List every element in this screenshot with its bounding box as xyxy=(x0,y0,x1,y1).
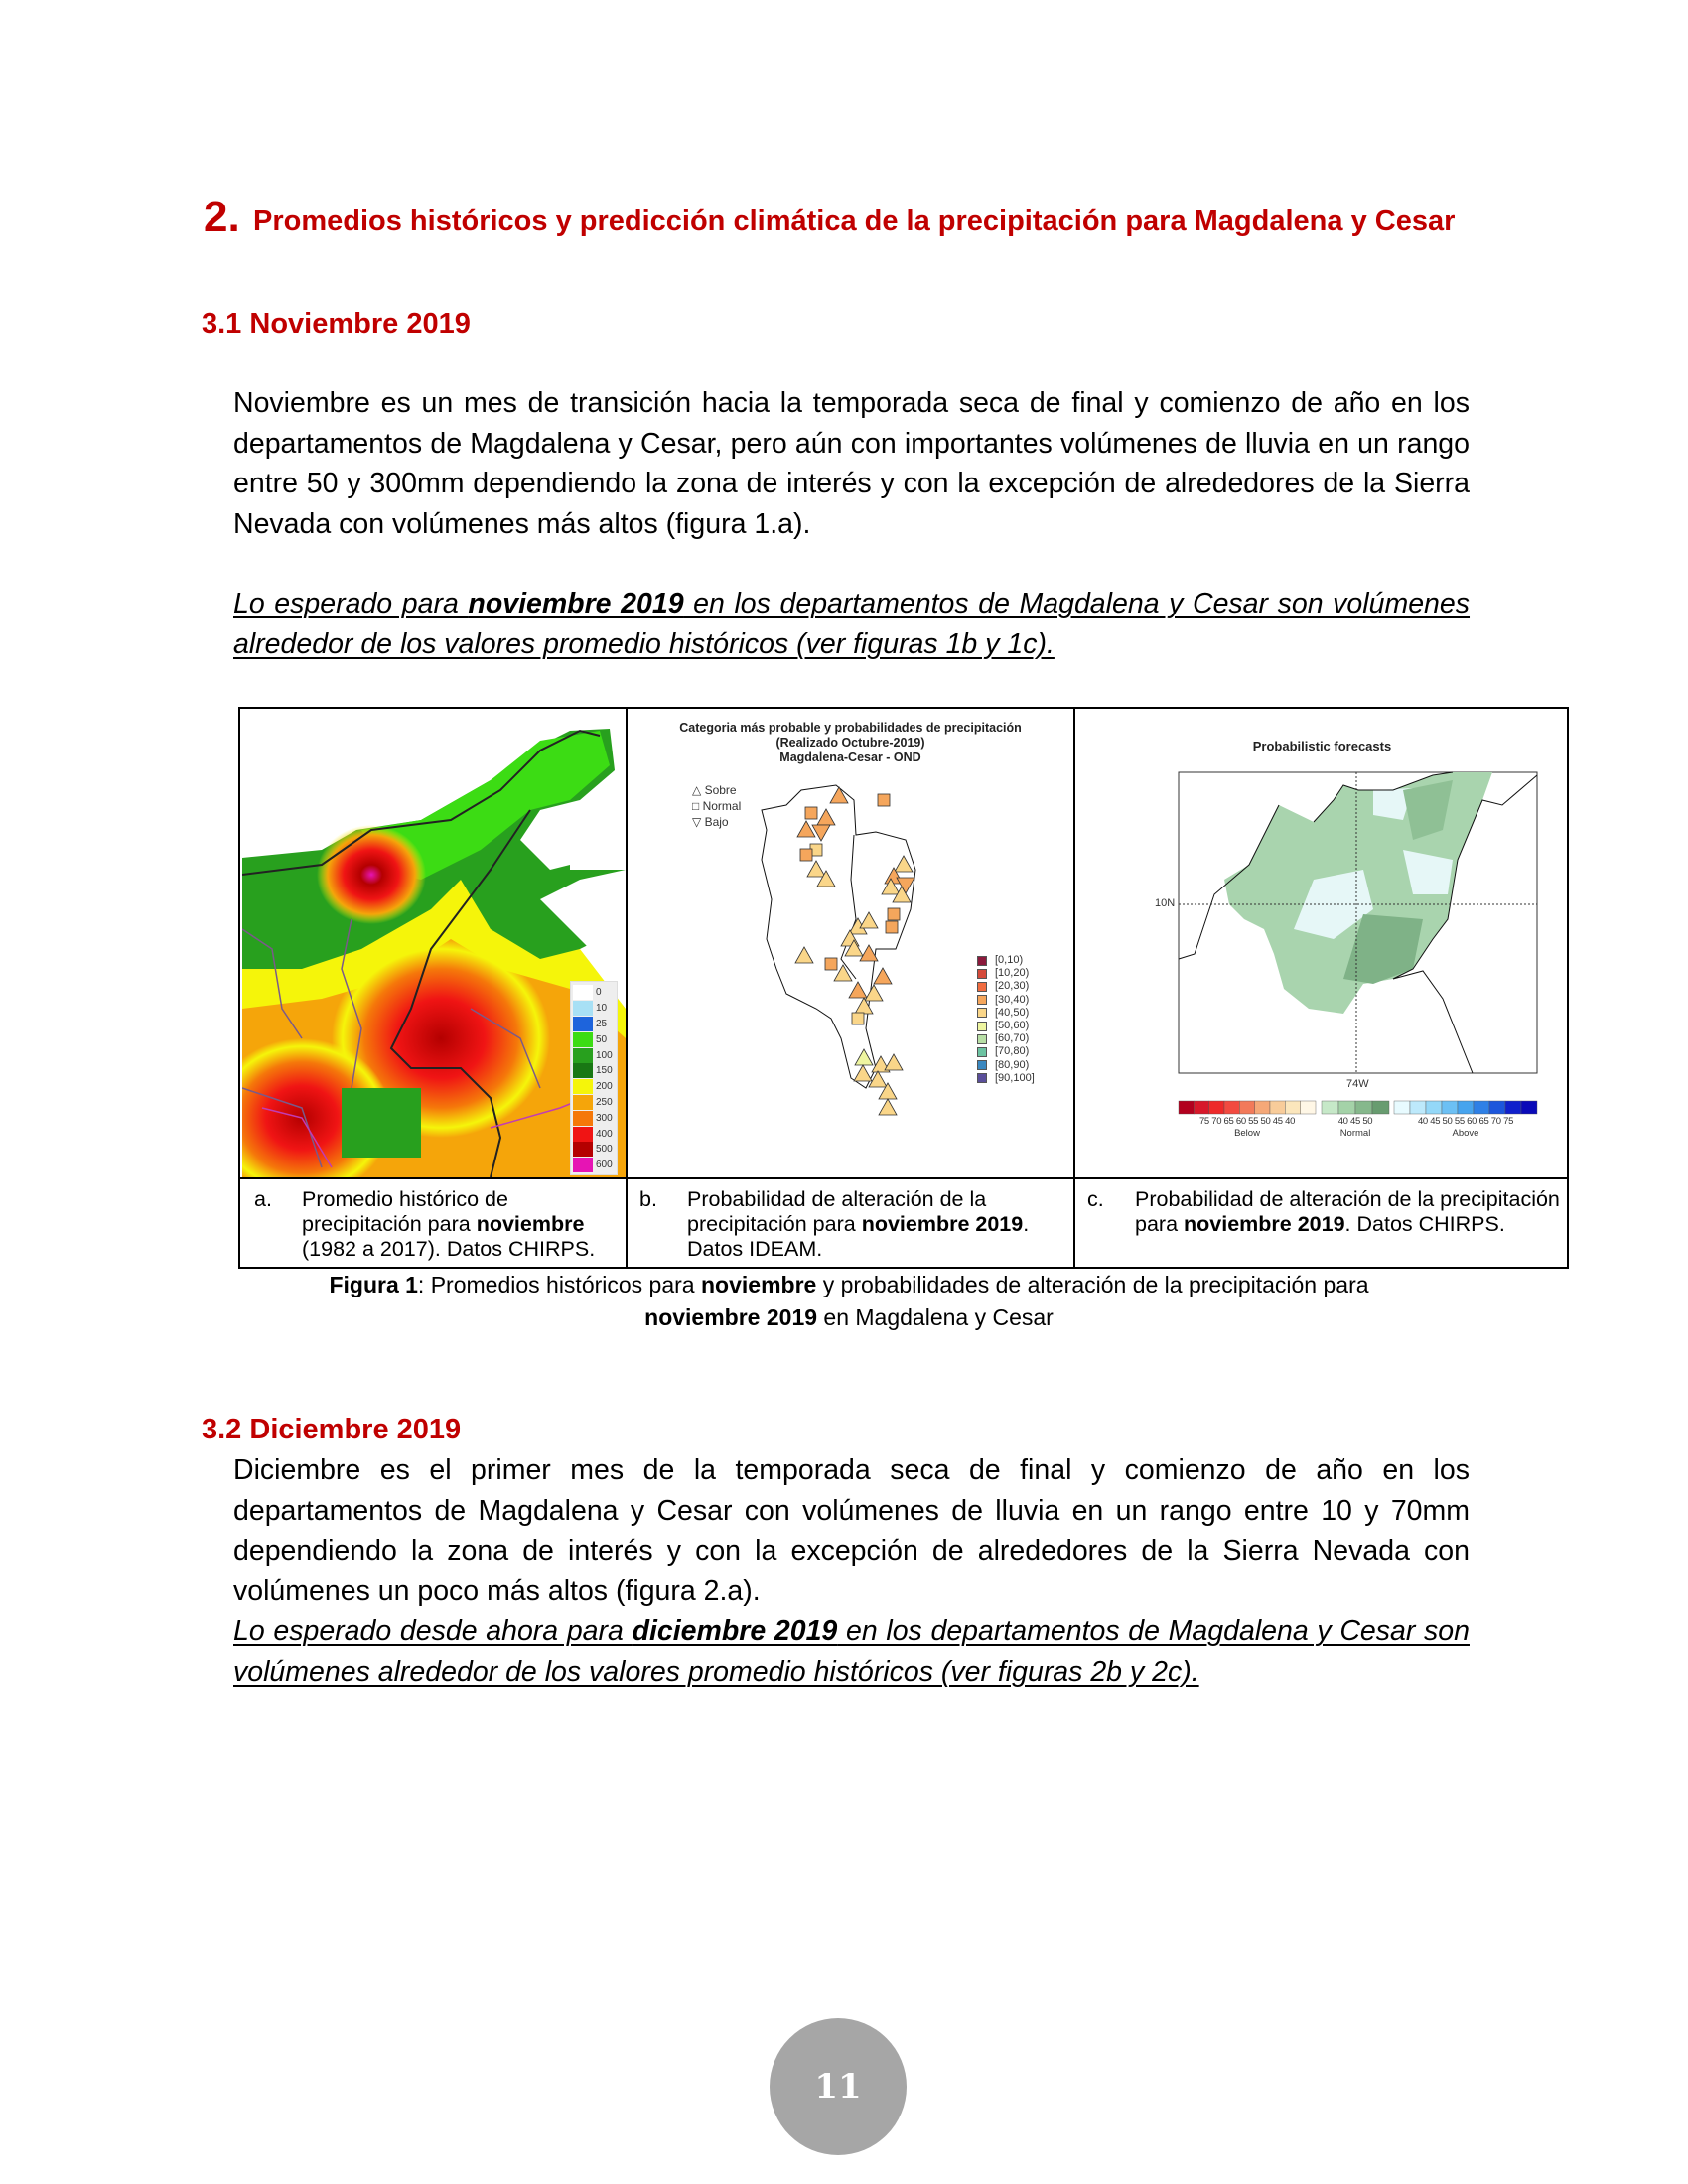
probability-legend xyxy=(977,954,1035,1085)
colorbar-swatch xyxy=(1322,1101,1338,1114)
legend-label: [0,10) xyxy=(995,954,1024,966)
caption-c xyxy=(1075,1179,1569,1267)
paragraph-noviembre xyxy=(233,383,1470,664)
symbol-label: Bajo xyxy=(704,815,729,829)
legend-value: 100 xyxy=(596,1049,613,1061)
caption-b xyxy=(628,1179,1073,1267)
expected-text: en los departamentos de Magdalena y Cesar son volúmenes alrededor de los valores promedio históricos (ver figuras 1b y 1c). xyxy=(233,588,1471,660)
legend-swatch xyxy=(573,1032,593,1047)
colorbar-swatch xyxy=(1194,1101,1208,1114)
precip-legend xyxy=(570,981,618,1175)
colorbar-swatch xyxy=(1394,1101,1410,1114)
expected-diciembre xyxy=(233,1611,1470,1692)
probability-legend-item xyxy=(977,1045,1035,1058)
forecast-colorbars xyxy=(1179,1101,1537,1114)
legend-swatch xyxy=(573,1063,593,1078)
legend-label: [10,20) xyxy=(995,967,1030,980)
panel-c-title: Probabilistic forecasts xyxy=(1252,739,1392,753)
legend-swatch xyxy=(573,1158,593,1172)
expected-bold: diciembre 2019 xyxy=(632,1615,838,1647)
legend-swatch xyxy=(573,1111,593,1126)
section-heading xyxy=(204,193,1494,241)
paragraph-text: Diciembre es el primer mes de la temporada seca de final y comienzo de año en los departamentos de Magdalena y Cesar con volúmenes de lluvia en un rango entre 10 y 70mm dependiendo la zona de interés y con la excepción de alrededores de la Sierra Nevada con volúmenes un poco más altos (figura 2.a). xyxy=(233,1454,1470,1607)
legend-value: 500 xyxy=(596,1144,613,1156)
colorbar-category-label: Normal xyxy=(1339,1128,1371,1139)
legend-swatch xyxy=(977,1034,987,1044)
probability-legend-item xyxy=(977,1007,1035,1020)
legend-swatch xyxy=(573,1095,593,1110)
precip-legend-item xyxy=(573,1110,615,1126)
caption-plain: Probabilidad de alteración de la precipitación para xyxy=(1135,1187,1560,1236)
triangle-up-icon: △ xyxy=(692,783,702,797)
colorbar-swatch xyxy=(1179,1101,1194,1114)
figure-1-caption xyxy=(278,1269,1420,1334)
station-normal-marker xyxy=(888,908,900,920)
station-normal-marker xyxy=(852,1013,864,1024)
latitude-label: 10N xyxy=(1155,897,1176,909)
colorbar-swatch xyxy=(1209,1101,1224,1114)
probability-legend-item xyxy=(977,1072,1035,1085)
expected-bold: noviembre 2019 xyxy=(468,588,684,619)
station-above-marker xyxy=(874,968,892,984)
colorbar-swatch xyxy=(1442,1101,1458,1114)
colorbar-category-label: Above xyxy=(1452,1128,1479,1139)
expected-text: Lo esperado para xyxy=(233,588,469,619)
panel-c-chirps-map xyxy=(1075,711,1569,1177)
caption-plain: (1982 a 2017). Datos CHIRPS. xyxy=(302,1237,596,1261)
page-number-badge xyxy=(770,2018,907,2155)
probability-legend-item xyxy=(977,954,1035,967)
colorbar-swatch xyxy=(1410,1101,1426,1114)
legend-value: 10 xyxy=(596,1003,608,1015)
square-icon: □ xyxy=(692,799,700,813)
legend-swatch xyxy=(573,985,593,1000)
probability-legend-item xyxy=(977,967,1035,980)
caption-text xyxy=(1135,1187,1561,1237)
precip-legend-item xyxy=(573,985,615,1001)
station-normal-marker xyxy=(878,794,890,806)
legend-label: [50,60) xyxy=(995,1020,1030,1032)
station-normal-marker xyxy=(825,958,837,970)
precip-legend-item xyxy=(573,1063,615,1079)
figure-label: Figura 1 xyxy=(329,1272,418,1297)
colorbar-swatch xyxy=(1270,1101,1285,1114)
colorbar-swatch xyxy=(1239,1101,1254,1114)
legend-value: 250 xyxy=(596,1096,613,1108)
legend-swatch xyxy=(977,1047,987,1057)
subsection-heading-diciembre: 3.2 Diciembre 2019 xyxy=(202,1414,462,1445)
precip-legend-item xyxy=(573,1142,615,1158)
precip-legend-list xyxy=(573,985,615,1173)
colorbar-swatch xyxy=(1505,1101,1521,1114)
legend-swatch xyxy=(573,1017,593,1031)
colorbar-swatch xyxy=(1521,1101,1537,1114)
colorbar-swatch xyxy=(1301,1101,1316,1114)
precip-map-svg xyxy=(242,711,626,1177)
legend-value: 600 xyxy=(596,1160,613,1171)
caption-a xyxy=(242,1179,626,1267)
legend-value: 200 xyxy=(596,1081,613,1093)
colorbar-swatch xyxy=(1372,1101,1389,1114)
colorbar-swatch xyxy=(1489,1101,1505,1114)
caption-text xyxy=(687,1187,1065,1262)
legend-value: 50 xyxy=(596,1033,608,1045)
caption-bold: noviembre 2019 xyxy=(861,1212,1024,1236)
legend-swatch xyxy=(573,1127,593,1142)
legend-swatch xyxy=(977,1060,987,1070)
legend-swatch xyxy=(977,995,987,1005)
panel-b-title-line: (Realizado Octubre-2019) xyxy=(775,736,925,750)
legend-swatch xyxy=(573,1079,593,1094)
caption-plain: . Datos CHIRPS. xyxy=(1344,1212,1505,1236)
caption-plain: Promedio histórico de precipitación para xyxy=(302,1187,508,1236)
colorbar-swatch xyxy=(1426,1101,1442,1114)
station-normal-marker xyxy=(800,849,812,861)
expected-noviembre xyxy=(233,584,1470,664)
paragraph-text: Noviembre es un mes de transición hacia la temporada seca de final y comienzo de año en los departamentos de Magdalena y Cesar, pero aún con importantes volúmenes de lluvia en un rango entre 50 y 300mm dependiendo la zona de interés y con la excepción de alrededores de la Sierra Nevada con volúmenes más altos (figura 1.a). xyxy=(233,387,1470,540)
colorbar-ticks: 40 45 50 55 60 65 70 75 xyxy=(1417,1116,1514,1127)
caption-bold: noviembre xyxy=(476,1212,585,1236)
station-map-svg xyxy=(628,711,1073,1177)
longitude-label: 74W xyxy=(1346,1078,1369,1090)
legend-value: 25 xyxy=(596,1018,608,1029)
legend-label: [70,80) xyxy=(995,1045,1030,1058)
station-normal-marker xyxy=(886,921,898,933)
colorbar-ticks: 75 70 65 60 55 50 45 40 xyxy=(1198,1116,1296,1127)
caption-plain: en Magdalena y Cesar xyxy=(817,1304,1054,1330)
colorbar-ticks: 40 45 50 xyxy=(1337,1116,1373,1127)
station-normal-marker xyxy=(805,807,817,819)
station-above-marker xyxy=(879,1099,897,1115)
precip-legend-item xyxy=(573,1158,615,1173)
probability-legend-item xyxy=(977,1059,1035,1072)
legend-swatch xyxy=(977,1073,987,1083)
colorbar-swatch xyxy=(1355,1101,1372,1114)
caption-letter: c. xyxy=(1087,1187,1104,1211)
paragraph-diciembre xyxy=(233,1450,1470,1692)
subsection-heading-noviembre: 3.1 Noviembre 2019 xyxy=(202,308,471,340)
precip-legend-item xyxy=(573,1047,615,1063)
legend-label: [20,30) xyxy=(995,980,1030,993)
legend-swatch xyxy=(573,1048,593,1063)
station-above-marker xyxy=(885,1054,903,1070)
caption-bold: noviembre 2019 xyxy=(644,1304,818,1330)
legend-swatch xyxy=(977,1022,987,1031)
precip-legend-item xyxy=(573,1095,615,1111)
expected-text: Lo esperado desde ahora para xyxy=(233,1615,633,1647)
symbol-label: Sobre xyxy=(704,783,737,797)
caption-letter: b. xyxy=(639,1187,657,1211)
legend-swatch xyxy=(573,1142,593,1157)
panel-b-ideam-map xyxy=(628,711,1073,1177)
legend-value: 400 xyxy=(596,1128,613,1140)
forecast-map-svg xyxy=(1075,711,1569,1177)
legend-label: [30,40) xyxy=(995,993,1030,1006)
colorbar-swatch xyxy=(1474,1101,1489,1114)
precip-legend-item xyxy=(573,1001,615,1017)
caption-letter: a. xyxy=(254,1187,272,1211)
page-number: 11 xyxy=(814,2067,862,2107)
colorbar-swatch xyxy=(1255,1101,1270,1114)
legend-label: [60,70) xyxy=(995,1032,1030,1045)
caption-plain: Probabilidad de alteración de la precipitación para xyxy=(687,1187,987,1236)
precip-legend-item xyxy=(573,1031,615,1047)
legend-swatch xyxy=(977,1008,987,1018)
legend-label: [40,50) xyxy=(995,1006,1030,1019)
precip-legend-item xyxy=(573,1126,615,1142)
legend-swatch xyxy=(977,982,987,992)
legend-swatch xyxy=(573,1001,593,1016)
legend-swatch xyxy=(977,956,987,966)
caption-text xyxy=(302,1187,618,1262)
triangle-down-icon: ▽ xyxy=(692,815,702,829)
panel-b-title-line: Magdalena-Cesar - OND xyxy=(779,751,921,764)
legend-label: [90,100] xyxy=(995,1071,1035,1084)
colorbar-swatch xyxy=(1458,1101,1474,1114)
legend-label: [80,90) xyxy=(995,1058,1030,1071)
section-number: 2. xyxy=(204,193,240,241)
panel-b-title-line: Categoria más probable y probabilidades de precipitación xyxy=(679,721,1022,735)
figure-1-table xyxy=(238,707,1569,1269)
caption-bold: noviembre 2019 xyxy=(1184,1212,1345,1236)
expected-text: en los departamentos de Magdalena y Cesar son volúmenes alrededor de los valores promedio históricos (ver figuras 2b y 2c). xyxy=(233,1615,1470,1688)
probability-legend-item xyxy=(977,1032,1035,1045)
legend-value: 300 xyxy=(596,1112,613,1124)
legend-value: 0 xyxy=(596,987,602,999)
legend-value: 150 xyxy=(596,1065,613,1077)
symbol-label: Normal xyxy=(702,799,742,813)
colorbar-swatch xyxy=(1285,1101,1300,1114)
precip-legend-item xyxy=(573,1017,615,1032)
probability-legend-item xyxy=(977,980,1035,993)
colorbar-swatch xyxy=(1224,1101,1239,1114)
colorbar-swatch xyxy=(1338,1101,1355,1114)
caption-plain: : Promedios históricos para xyxy=(417,1272,701,1297)
legend-swatch xyxy=(977,969,987,979)
colorbar-category-label: Below xyxy=(1234,1128,1260,1139)
probability-legend-item xyxy=(977,1020,1035,1032)
caption-bold: noviembre xyxy=(701,1272,817,1297)
caption-plain: y probabilidades de alteración de la precipitación para xyxy=(816,1272,1369,1297)
caption-plain: . Datos IDEAM. xyxy=(687,1212,1030,1261)
precip-legend-item xyxy=(573,1079,615,1095)
probability-legend-item xyxy=(977,994,1035,1007)
panel-a-precip-map xyxy=(242,711,626,1177)
section-title: Promedios históricos y predicción climática de la precipitación para Magdalena y Cesar xyxy=(253,205,1456,237)
